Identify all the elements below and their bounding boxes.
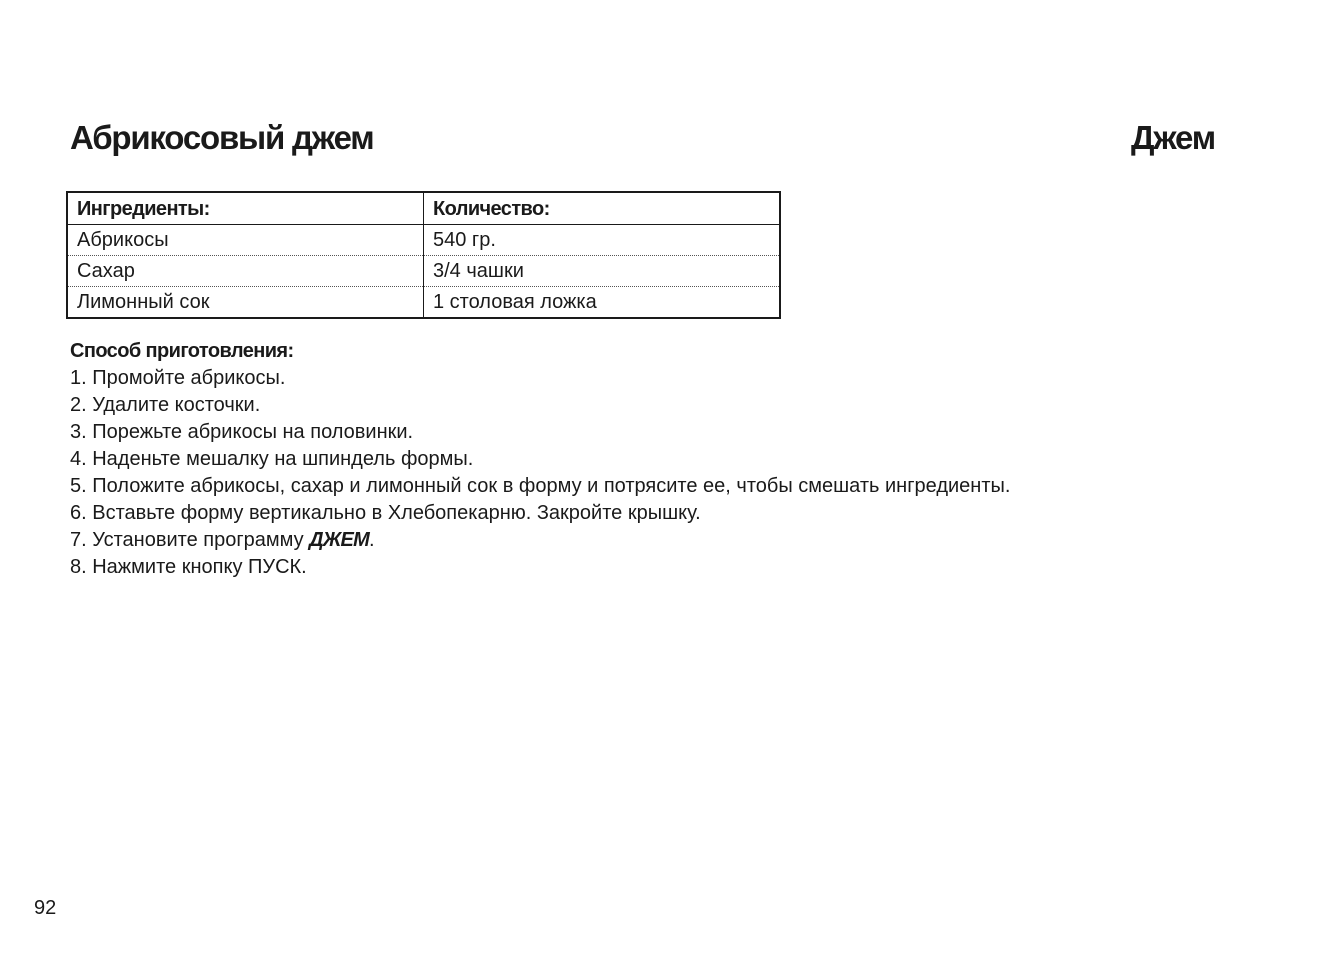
quantity-cell: 3/4 чашки (424, 256, 781, 287)
step-item: 3. Порежьте абрикосы на половинки. (70, 421, 414, 443)
page-title: Абрикосовый джем (70, 119, 374, 156)
ingredient-cell: Сахар (67, 256, 424, 287)
table-header-row (67, 192, 780, 225)
ingredient-cell: Абрикосы (67, 225, 424, 256)
quantity-cell: 1 столовая ложка (424, 287, 781, 319)
page-number: 92 (34, 897, 57, 919)
step-item: 2. Удалите косточки. (70, 394, 261, 416)
step-item: 6. Вставьте форму вертикально в Хлебопекарню. Закройте крышку. (70, 502, 701, 524)
table-row (67, 287, 780, 319)
quantity-cell: 540 гр. (433, 229, 496, 251)
preparation-method (70, 337, 1010, 581)
table-row (67, 256, 780, 287)
step-item: 1. Промойте абрикосы. (70, 367, 286, 389)
step-item (70, 527, 1010, 554)
program-name: ДЖЕМ (309, 529, 369, 551)
step-item: 4. Наденьте мешалку на шпиндель формы. (70, 448, 474, 470)
column-header-quantity: Количество: (424, 192, 781, 225)
step-punctuation: . (368, 529, 375, 551)
section-title: Джем (1130, 119, 1215, 156)
table-row (67, 225, 780, 256)
step-item: 8. Нажмите кнопку ПУСК. (70, 556, 307, 578)
ingredient-cell: Лимонный сок (67, 287, 424, 319)
step-item: 5. Положите абрикосы, сахар и лимонный сок в форму и потрясите ее, чтобы смешать ингредиенты. (70, 475, 1011, 497)
steps-list (70, 365, 1010, 581)
method-title: Способ приготовления: (70, 340, 294, 362)
column-header-ingredients: Ингредиенты: (67, 192, 424, 225)
ingredients-table (66, 191, 781, 319)
step-text: 7. Установите программу (70, 529, 310, 551)
